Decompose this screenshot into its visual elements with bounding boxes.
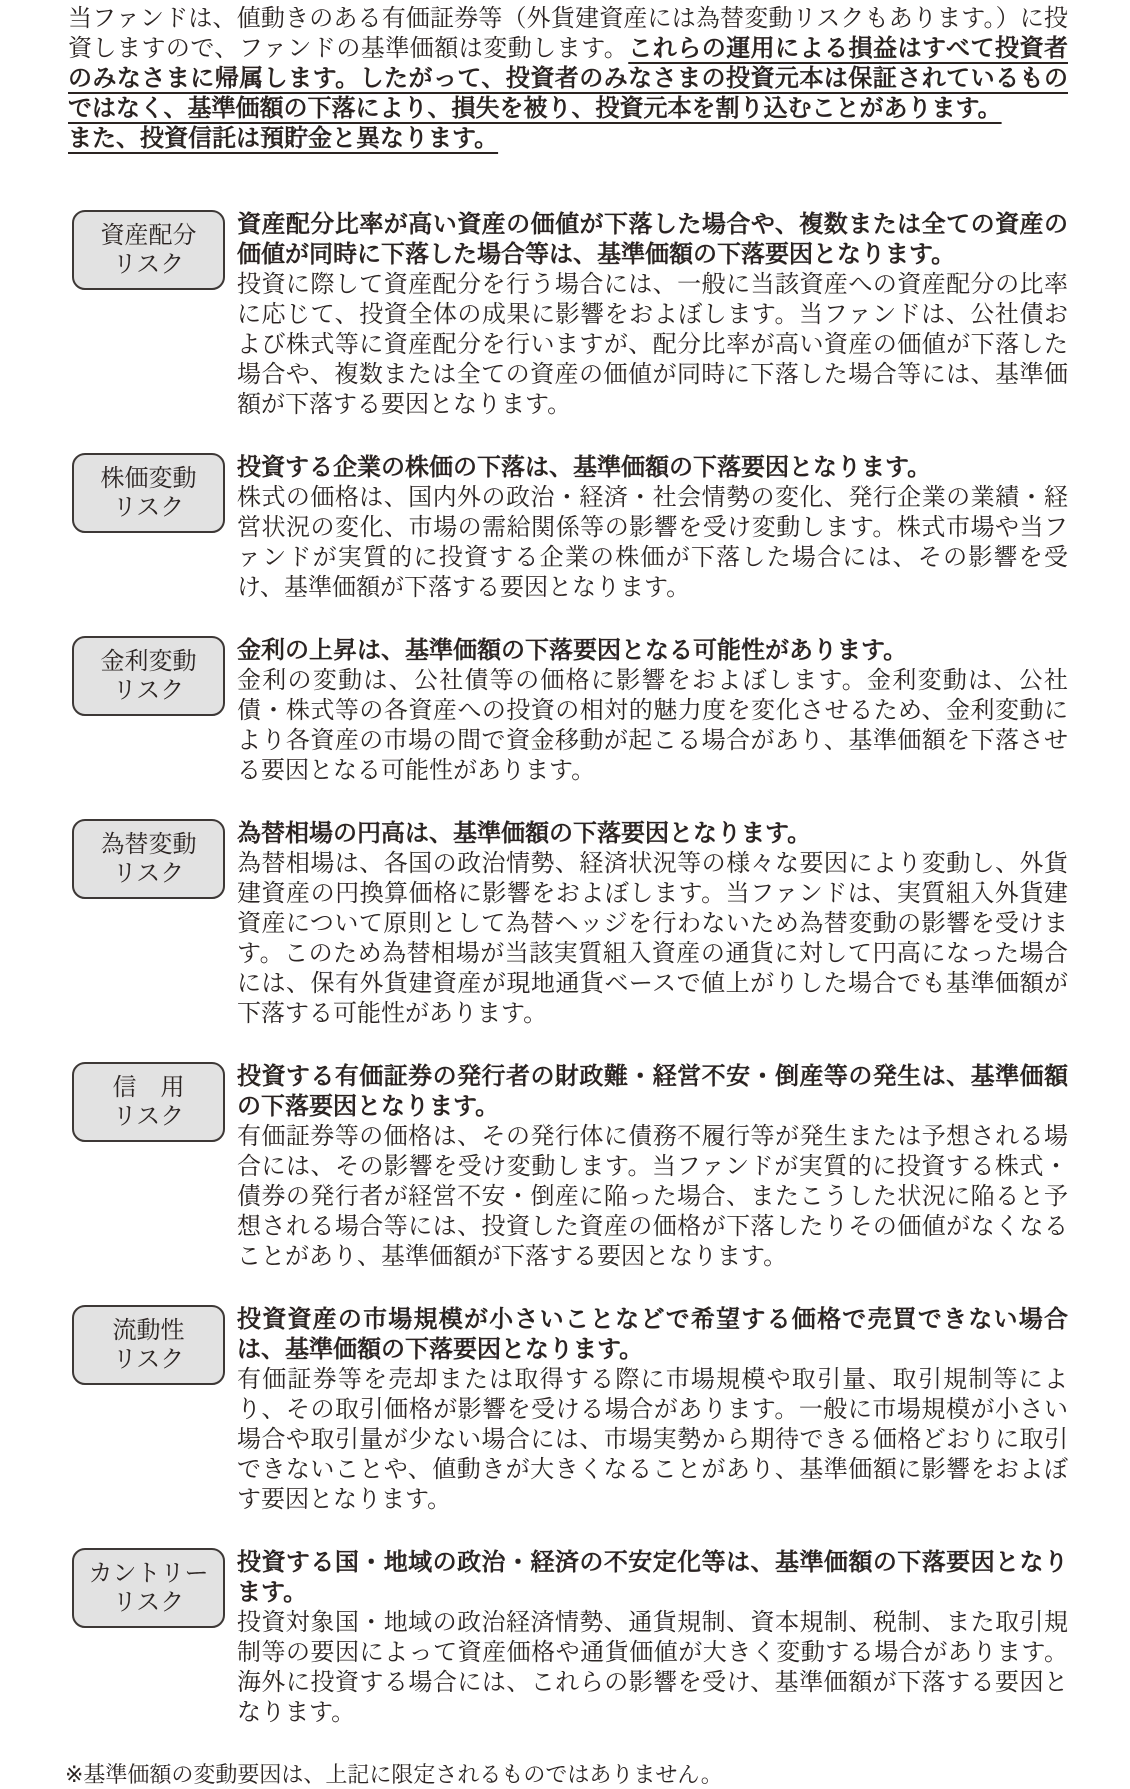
risk-label-box-asset-allocation <box>72 210 225 290</box>
risk-label-box-liquidity <box>72 1305 225 1385</box>
risk-text-stock-price <box>237 453 1068 603</box>
risk-label-box-country <box>72 1548 225 1628</box>
intro-block <box>68 4 1068 154</box>
risk-label-box-exchange-rate <box>72 819 225 899</box>
risk-section-asset-allocation <box>68 210 1068 420</box>
risk-label-line2: リスク <box>112 1589 185 1616</box>
risk-text-credit <box>237 1062 1068 1272</box>
risk-label-box-stock-price <box>72 453 225 533</box>
risk-body: 有価証券等の価格は、その発行体に債務不履行等が発生または予想される場合には、その影響を受け変動します。当ファンドが実質的に投資する株式・債券の発行者が経営不安・倒産に陥った場合、またこうした状況に陥ると予想される場合等には、投資した資産の価格が下落したりその価値がなくなることがあり、基準価額が下落する要因となります。 <box>237 1123 1068 1270</box>
risk-label-line1: 資産配分 <box>100 222 197 249</box>
risk-label-box-credit <box>72 1062 225 1142</box>
risk-section-liquidity <box>68 1305 1068 1515</box>
intro-emphasis-text-1: これらの運用による損益はすべて投資者のみなさまに帰属します。したがって、投資者のみなさまの投資元本は保証されているものではなく、基準価額の下落により、損失を被り、投資元本を割り込むことがあります。 <box>68 35 1068 122</box>
risk-text-asset-allocation <box>237 210 1068 420</box>
risk-body: 有価証券等を売却または取得する際に市場規模や取引量、取引規制等により、その取引価格が影響を受ける場合があります。一般に市場規模が小さい場合や取引量が少ない場合には、市場実勢から期待できる価格どおりに取引できないことや、値動きが大きくなることがあり、基準価額に影響をおよぼす要因となります。 <box>237 1366 1068 1513</box>
intro-paragraph <box>68 4 1068 124</box>
risk-body: 金利の変動は、公社債等の価格に影響をおよぼします。金利変動は、公社債・株式等の各資産への投資の相対的魅力度を変化させるため、金利変動により各資産の市場の間で資金移動が起こる場合があり、基準価額を下落させる要因となる可能性があります。 <box>237 667 1068 784</box>
risk-headline: 為替相場の円高は、基準価額の下落要因となります。 <box>237 820 812 847</box>
intro-normal-text: 当ファンドは、値動きのある有価証券等（外貨建資産には為替変動リスクもあります。）に投資しますので、ファンドの基準価額は変動します。 <box>68 5 1068 62</box>
risk-headline: 金利の上昇は、基準価額の下落要因となる可能性があります。 <box>237 637 908 664</box>
risk-text-liquidity <box>237 1305 1068 1515</box>
risk-headline: 資産配分比率が高い資産の価値が下落した場合や、複数または全ての資産の価値が同時に下落した場合等は、基準価額の下落要因となります。 <box>237 211 1068 268</box>
risk-label-line2: リスク <box>112 860 185 887</box>
risk-headline: 投資する有価証券の発行者の財政難・経営不安・倒産等の発生は、基準価額の下落要因となります。 <box>237 1063 1068 1120</box>
risk-section-stock-price <box>68 453 1068 603</box>
intro-emphasis-text-2: また、投資信託は預貯金と異なります。 <box>68 125 499 152</box>
risk-text-interest-rate <box>237 636 1068 786</box>
risk-label-line1: 株価変動 <box>100 465 197 492</box>
risk-headline: 投資資産の市場規模が小さいことなどで希望する価格で売買できない場合は、基準価額の下落要因となります。 <box>237 1306 1068 1363</box>
risk-label-line2: リスク <box>112 1346 185 1373</box>
risk-label-box-interest-rate <box>72 636 225 716</box>
footnote: ※基準価額の変動要因は、上記に限定されるものではありません。 <box>65 1762 723 1787</box>
risk-section-credit <box>68 1062 1068 1272</box>
risk-label-line1: カントリー <box>88 1560 209 1587</box>
risk-label-line2: リスク <box>112 677 185 704</box>
risk-section-interest-rate <box>68 636 1068 786</box>
risk-label-line1: 金利変動 <box>100 648 197 675</box>
risk-text-exchange-rate <box>237 819 1068 1029</box>
risk-body: 投資に際して資産配分を行う場合には、一般に当該資産への資産配分の比率に応じて、投資全体の成果に影響をおよぼします。当ファンドは、公社債および株式等に資産配分を行いますが、配分比率が高い資産の価値が下落した場合や、複数または全ての資産の価値が同時に下落した場合等には、基準価額が下落する要因となります。 <box>237 271 1068 418</box>
intro-paragraph-2 <box>68 124 1068 154</box>
risk-text-country <box>237 1548 1068 1728</box>
risk-headline: 投資する国・地域の政治・経済の不安定化等は、基準価額の下落要因となります。 <box>237 1549 1068 1606</box>
risk-label-line2: リスク <box>112 251 185 278</box>
risk-section-country <box>68 1548 1068 1728</box>
risk-label-line2: リスク <box>112 1103 185 1130</box>
risk-label-line1: 信 用 <box>112 1074 185 1101</box>
risk-headline: 投資する企業の株価の下落は、基準価額の下落要因となります。 <box>237 454 932 481</box>
risk-label-line1: 流動性 <box>112 1317 185 1344</box>
risk-body: 株式の価格は、国内外の政治・経済・社会情勢の変化、発行企業の業績・経営状況の変化、市場の需給関係等の影響を受け変動します。株式市場や当ファンドが実質的に投資する企業の株価が下落した場合には、その影響を受け、基準価額が下落する要因となります。 <box>237 484 1068 601</box>
risk-body: 為替相場は、各国の政治情勢、経済状況等の様々な要因により変動し、外貨建資産の円換算価格に影響をおよぼします。当ファンドは、実質組入外貨建資産について原則として為替ヘッジを行わないため為替変動の影響を受けます。このため為替相場が当該実質組入資産の通貨に対して円高になった場合には、保有外貨建資産が現地通貨ベースで値上がりした場合でも基準価額が下落する可能性があります。 <box>237 850 1068 1027</box>
risk-label-line1: 為替変動 <box>100 831 197 858</box>
risk-body: 投資対象国・地域の政治経済情勢、通貨規制、資本規制、税制、また取引規制等の要因によって資産価格や通貨価値が大きく変動する場合があります。海外に投資する場合には、これらの影響を受け、基準価額が下落する要因となります。 <box>237 1609 1068 1726</box>
risk-section-exchange-rate <box>68 819 1068 1029</box>
risk-label-line2: リスク <box>112 494 185 521</box>
